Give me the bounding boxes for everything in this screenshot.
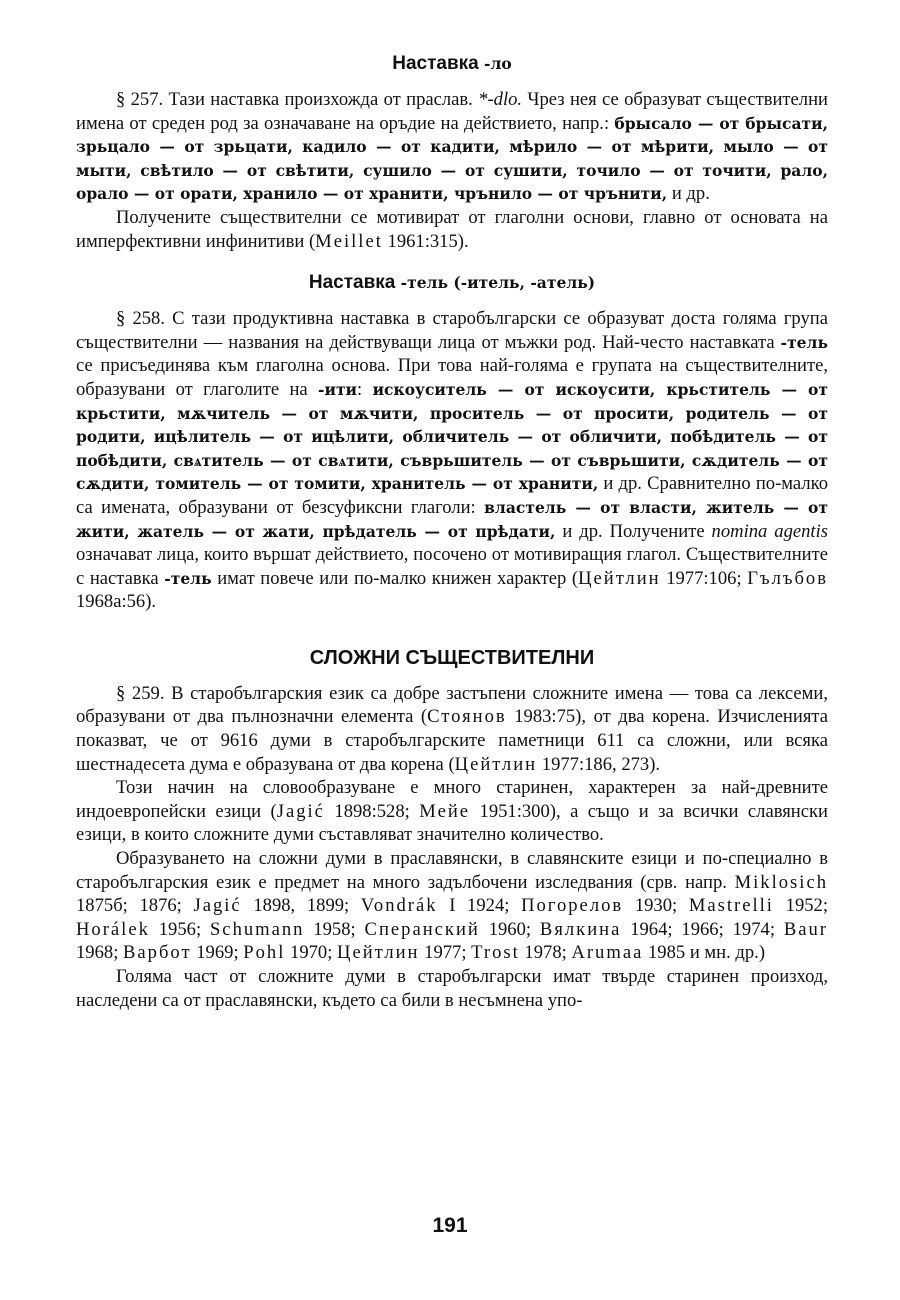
text-run: 1985 и мн. др.) <box>643 942 766 964</box>
old-bulgarian-examples: брысало — от брысати, зрьцало — от зрьцати, кадило — от кадити, мѣрило — от мѣрити, мыло — от мыти, свѣтило — от свѣтити, сушило — от сушити, точило — от точити, рало, орало — от орати, хранило — от хранити, чрънило — от чрънити, <box>76 113 828 204</box>
text-run: и др. Сравнително по-малко са имената, образувани от безсуфиксни глаголи: <box>76 473 828 518</box>
old-bulgarian-examples: властель — от власти, житель — от жити, жатель — от жати, прѣдатель — от прѣдати, <box>76 497 828 541</box>
heading-suffix: -тель (-итель, -атель) <box>400 273 596 293</box>
suffix-term: -тель <box>780 332 828 352</box>
citation-author: Schumann <box>209 918 305 940</box>
text-run: 1930; <box>623 895 689 917</box>
text-run: се присъединява към глаголна основа. При това най-голяма е групата на съществителните, образувани от глаголите на <box>76 355 828 400</box>
paragraph-259-3 <box>76 847 828 965</box>
citation-author: Baur <box>783 918 828 940</box>
text-run: 1983:75), от два корена. Изчисленията показват, че от 9616 думи в старобългарските паметници 611 са сложни, или всяка шестнадесета дума е образувана от два корена ( <box>76 706 828 775</box>
heading-compound-nouns: СЛОЖНИ СЪЩЕСТВИТЕЛНИ <box>309 646 595 669</box>
text-run: Този начин на словообразуване е много старинен, характерен за най-древните индоевропейски езици ( <box>76 777 828 822</box>
citation-author: Цейтлин <box>337 942 420 964</box>
citation-author: Vondrák <box>360 895 438 917</box>
page-content <box>76 52 828 1012</box>
text-run: 1958; <box>304 918 365 940</box>
text-run: Получените съществителни се мотивират от глаголни основи, главно от основата на имперфективни инфинитиви ( <box>76 206 828 252</box>
italic-term: *-dlo. <box>478 89 523 110</box>
text-run: 1875б; 1876; <box>76 895 194 917</box>
text-run: 1970; <box>285 942 338 964</box>
text-run: § 259. В старобългарския език са добре застъпени сложните имена — това са лексеми, образувани от два пълнозначни елемента ( <box>76 682 828 728</box>
heading-suffix: -ло <box>484 54 512 73</box>
old-bulgarian-examples: искоуситель — от искоусити, крьститель — от крьстити, мѫчитель — от мѫчити, проситель — от просити, родитель — от родити, ицѣлитель — от ицѣлити, обличитель — от обличити, побѣдитель — от побѣдити, свѧтитель — от свѧтити, съврьшитель — от съврьшити, сѫдитель — от сѫдити, томитель — от томити, хранитель — от хранити, <box>76 379 829 494</box>
citation-author: Стоянов <box>427 706 507 728</box>
text-run: 1956; <box>149 918 210 940</box>
text-run: 1952; <box>773 895 828 917</box>
text-run: Голяма част от сложните думи в старобългарски имат твърде старинен произход, наследени са от праславянски, където са били в несъмнена упо- <box>76 966 828 1011</box>
text-run: 1977; <box>419 942 472 964</box>
citation-author: Mastrelli <box>688 895 774 917</box>
text-run: 1951:300), а също и за всички славянски езици, в които сложните думи съставляват значително количество. <box>76 800 828 846</box>
citation-author: Arumaa <box>571 942 644 964</box>
page-number: 191 <box>432 1214 468 1237</box>
text-run: 1960; <box>479 918 540 940</box>
text-run: 1898, 1899; <box>241 895 361 917</box>
text-run: Образуването на сложни думи в праславянски, в славянските езици и по-специално в старобългарския език е предмет на много задълбочени изследвания (срв. напр. <box>76 848 828 893</box>
italic-term: nomina agentis <box>711 520 829 542</box>
text-run: 1977:106; <box>660 567 748 589</box>
heading-suffix-tel <box>76 271 828 295</box>
text-run: 1977:186, 273). <box>537 753 661 775</box>
text-run: § 257. Тази наставка произхожда от праслав. <box>116 89 479 110</box>
citation-author: Мейе <box>419 800 471 822</box>
text-run: и др. Получените <box>555 520 712 542</box>
citation-author: Jagić <box>193 895 242 917</box>
suffix-term: -ити <box>318 379 358 399</box>
heading-suffix-lo <box>76 52 828 76</box>
paragraph-259-4 <box>76 965 828 1012</box>
text-run: 1898:528; <box>324 800 420 822</box>
heading-text: Наставка <box>308 272 401 294</box>
text-run: 1969; <box>191 942 244 964</box>
text-run: 1964; 1966; 1974; <box>621 918 784 940</box>
paragraph-257 <box>76 88 828 206</box>
text-run: и др. <box>667 183 710 205</box>
citation-author: Horálek <box>76 918 150 940</box>
citation-author: Варбот <box>123 942 192 964</box>
citation-author: Гълъбов <box>747 567 828 589</box>
heading-text: Наставка <box>392 53 485 74</box>
text-run: 1978; <box>519 942 572 964</box>
citation-author: Сперанский <box>364 918 480 940</box>
paragraph-257-2 <box>76 206 828 253</box>
citation-author: Погорелов <box>521 895 624 917</box>
citation-author: Jagić <box>276 800 325 822</box>
citation-author: Miklosich <box>734 871 828 893</box>
text-run: Чрез нея се образуват съществителни имена от среден род за означаване на оръдие на действието, напр.: <box>76 89 828 134</box>
paragraph-258 <box>76 307 828 614</box>
text-run: I 1924; <box>437 895 522 917</box>
text-run: : <box>357 378 373 400</box>
citation-author: Trost <box>471 942 520 964</box>
text-run: § 258. С тази продуктивна наставка в старобългарски се образуват доста голяма група съществителни — названия на действуващи лица от мъжки род. Най-често наставката <box>76 308 828 353</box>
paragraph-259-1 <box>76 682 828 776</box>
text-run: имат повече или по-малко книжен характер ( <box>211 567 579 589</box>
text-run: означават лица, които вършат действието, посочено от мотивиращия глагол. Съществителните с наставка <box>76 544 828 589</box>
citation-author: Цейтлин <box>578 567 661 589</box>
text-run: 1968а:56). <box>76 591 157 613</box>
citation-author: Pohl <box>243 942 286 964</box>
citation-author: Цейтлин <box>454 753 538 775</box>
citation-author: Вялкина <box>539 918 622 940</box>
text-run: 1968; <box>76 942 124 964</box>
citation-author: Meillet <box>315 230 383 252</box>
suffix-term: -тель <box>164 568 212 588</box>
text-run: 1961:315). <box>382 230 469 252</box>
paragraph-259-2 <box>76 776 828 847</box>
